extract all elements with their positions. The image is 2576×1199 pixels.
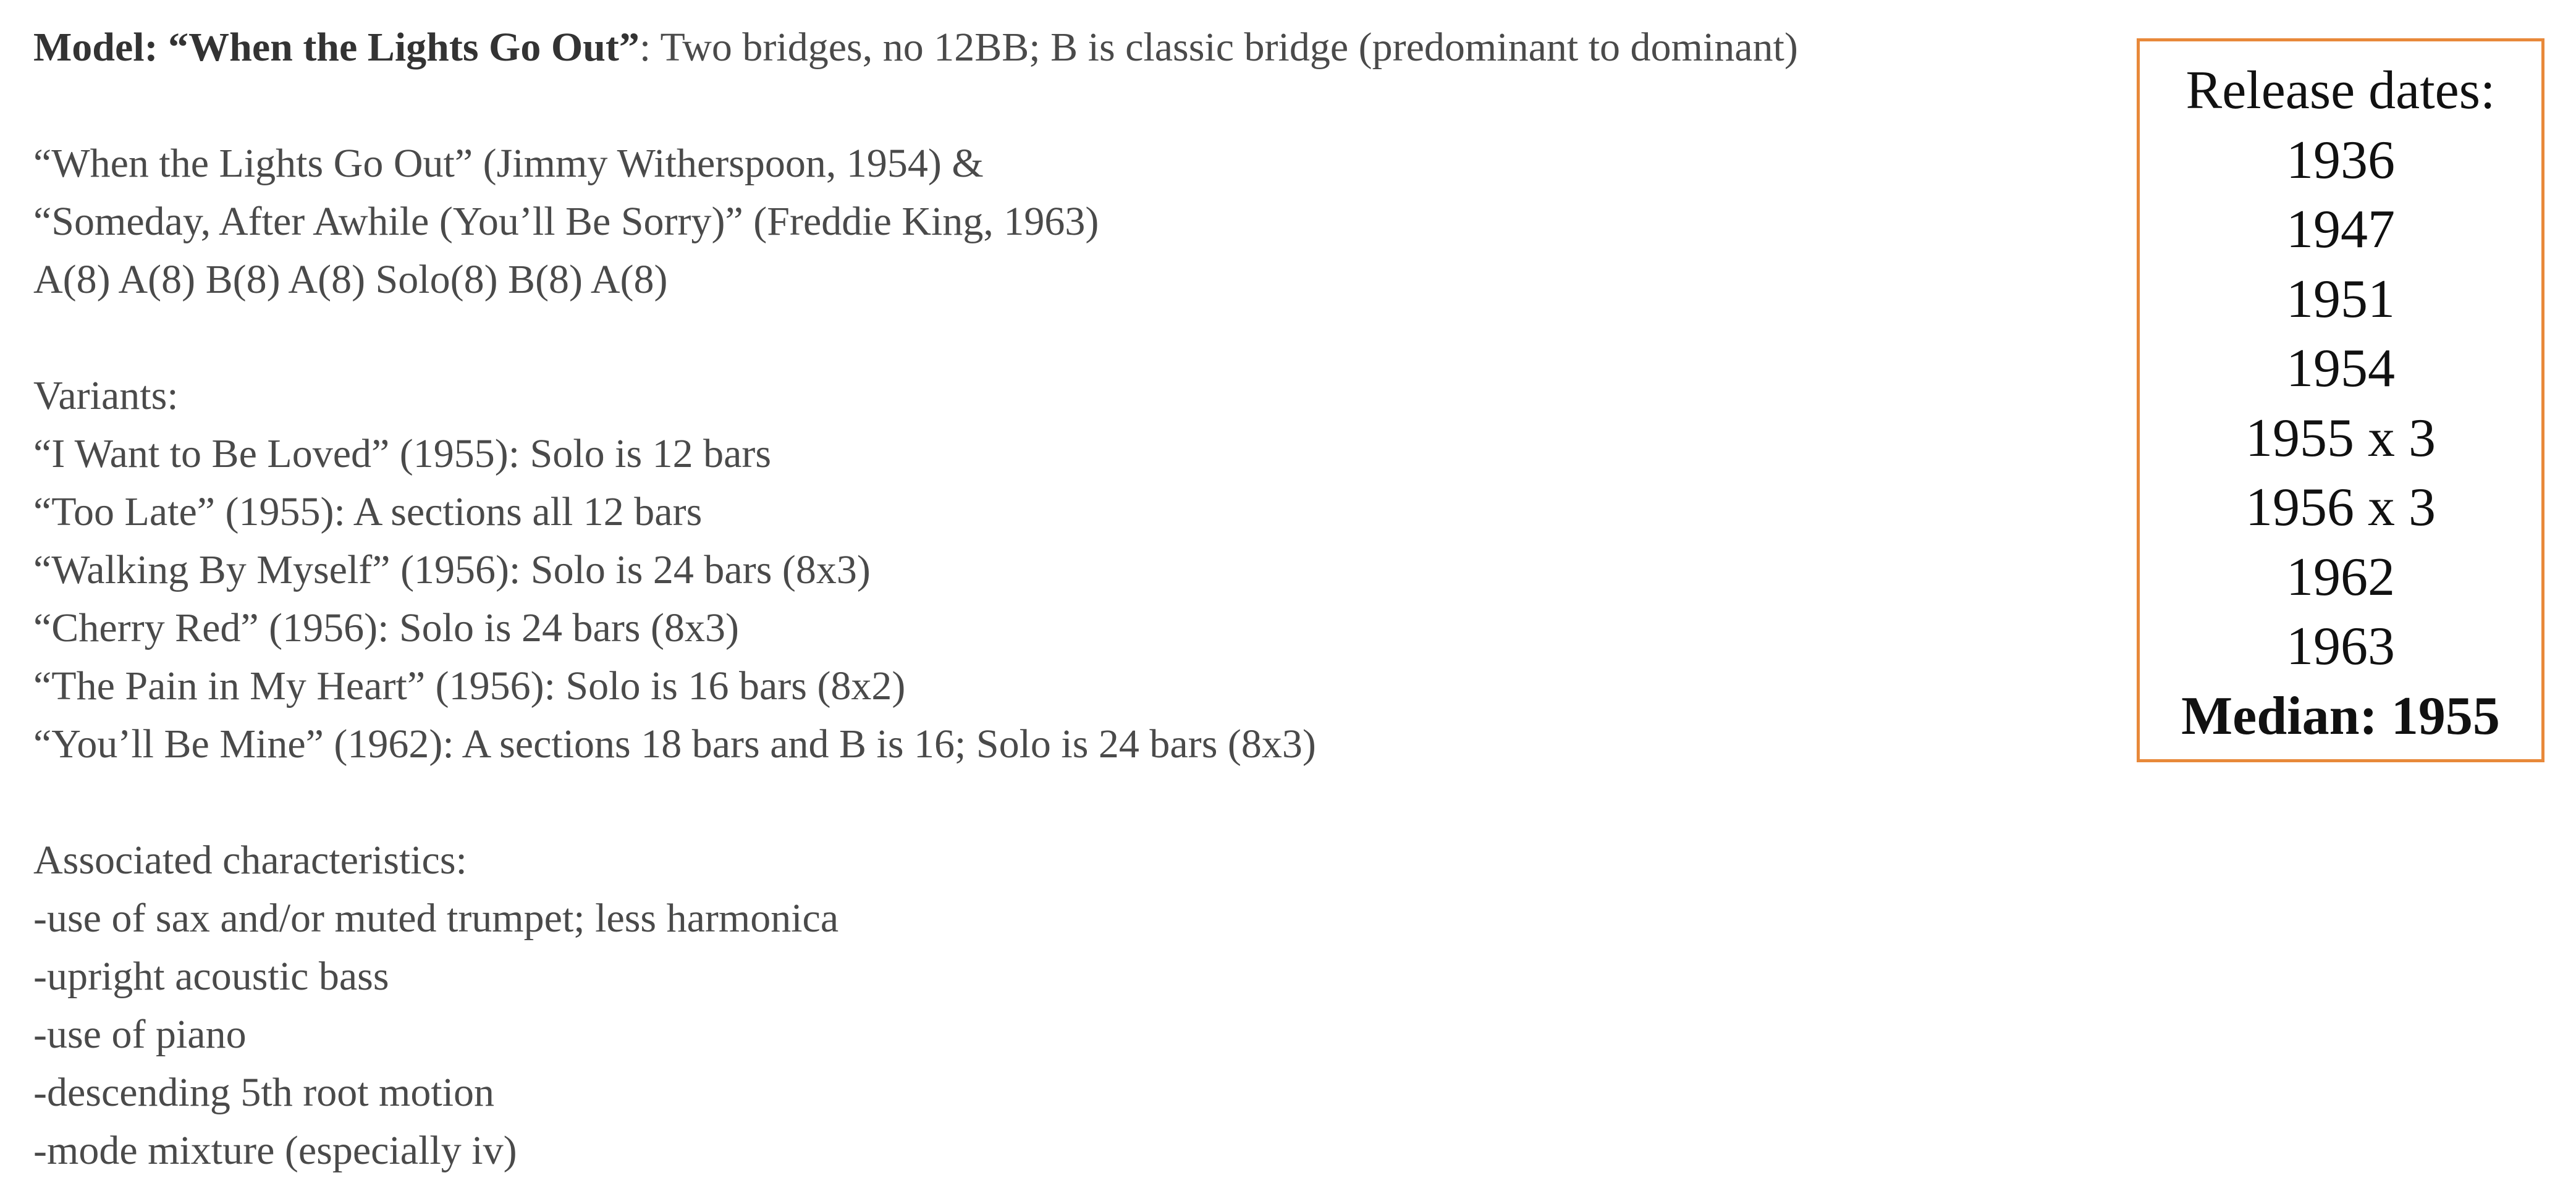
release-date: 1954 (2286, 339, 2395, 398)
spacer (33, 77, 2072, 135)
release-date: 1963 (2286, 616, 2395, 676)
variant-item: “The Pain in My Heart” (1956): Solo is 16 bars (8x2) (33, 663, 906, 709)
characteristic-item: -use of piano (33, 1012, 247, 1057)
release-date: 1955 x 3 (2245, 408, 2436, 468)
variant-item: “Cherry Red” (1956): Solo is 24 bars (8x3) (33, 605, 739, 650)
characteristic-item: -descending 5th root motion (33, 1070, 495, 1115)
variants-heading: Variants: (33, 373, 179, 418)
model-song-2: “Someday, After Awhile (You’ll Be Sorry)” (Freddie King, 1963) (33, 199, 1099, 244)
release-dates-box (2137, 38, 2544, 762)
variant-item: “I Want to Be Loved” (1955): Solo is 12 bars (33, 431, 772, 476)
characteristic-item: -use of sax and/or muted trumpet; less harmonica (33, 896, 839, 941)
model-title: Model: “When the Lights Go Out” (33, 25, 640, 70)
release-date: 1947 (2286, 200, 2395, 259)
release-date: 1936 (2286, 130, 2395, 190)
variant-item: “You’ll Be Mine” (1962): A sections 18 bars and B is 16; Solo is 24 bars (8x3) (33, 722, 1316, 767)
characteristics-heading: Associated characteristics: (33, 838, 467, 883)
variant-item: “Walking By Myself” (1956): Solo is 24 bars (8x3) (33, 547, 871, 592)
spacer (33, 773, 2072, 831)
model-form: A(8) A(8) B(8) A(8) Solo(8) B(8) A(8) (33, 257, 668, 302)
document-body (33, 19, 2072, 1180)
release-date: 1956 x 3 (2245, 477, 2436, 537)
release-dates-title: Release dates: (2185, 61, 2496, 120)
model-heading (33, 19, 2072, 77)
characteristic-item: -upright acoustic bass (33, 954, 389, 999)
characteristic-item: -mode mixture (especially iv) (33, 1128, 517, 1173)
model-song-1: “When the Lights Go Out” (Jimmy Witherspoon, 1954) & (33, 141, 984, 186)
spacer (33, 309, 2072, 367)
release-date: 1962 (2286, 547, 2395, 607)
release-date: 1951 (2286, 269, 2395, 329)
median-date: Median: 1955 (2181, 686, 2500, 746)
model-description: : Two bridges, no 12BB; B is classic bridge (predominant to dominant) (639, 25, 1798, 70)
variant-item: “Too Late” (1955): A sections all 12 bars (33, 489, 703, 534)
